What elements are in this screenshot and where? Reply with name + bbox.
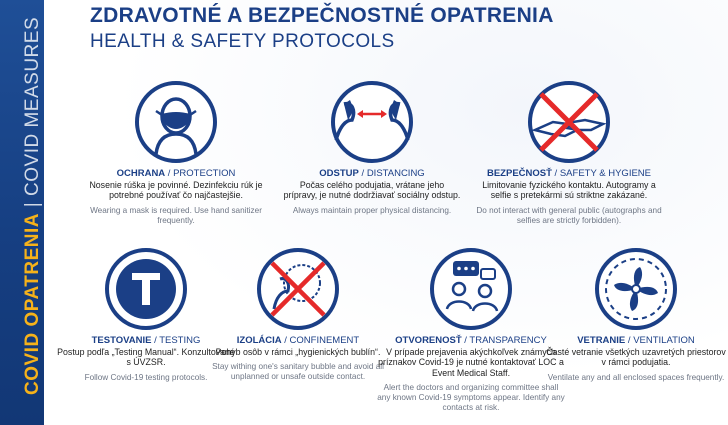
transparency-heading: OTVORENOSŤ / TRANSPARENCY (395, 335, 547, 346)
testing-icon (104, 247, 188, 331)
safety-heading: BEZPEČNOSŤ / SAFETY & HYGIENE (486, 168, 651, 179)
sidebar-text-en: COVID MEASURES (22, 16, 43, 196)
protocol-safety (474, 80, 664, 226)
sidebar-separator: | (22, 195, 43, 213)
transparency-text-en: Alert the doctors and organizing committee shall any known Covid-19 symptoms appear. Identify any contacts at risk. (377, 383, 565, 413)
confinement-text-sk: Pohyb osôb v rámci „hygienických bublín“. (215, 347, 381, 357)
distancing-text-en: Always maintain proper physical distancing. (292, 205, 452, 215)
ventilation-heading: VETRANIE / VENTILATION (577, 335, 695, 346)
protection-text-en: Wearing a mask is required. Use hand sanitizer frequently. (90, 205, 262, 225)
ventilation-icon (594, 247, 678, 331)
page-subtitle: HEALTH & SAFETY PROTOCOLS (90, 31, 395, 52)
ventilation-text-sk: Časté vetranie všetkých uzavretých priestorov v rámci podujatia. (546, 347, 726, 368)
protection-text-sk: Nosenie rúška je povinné. Dezinfekciu rúk je potrebné používať čo najčastejšie. (89, 180, 263, 201)
distancing-icon (330, 80, 414, 164)
transparency-text-sk: V prípade prejavenia akýchkoľvek známych príznakov Covid-19 je nutné kontaktovať LOC a Event Medical Staff. (378, 347, 564, 378)
distancing-text-sk: Počas celého podujatia, vrátane jeho prípravy, je nutné dodržiavať sociálny odstup. (283, 180, 461, 201)
safety-text-sk: Limitovanie fyzického kontaktu. Autogramy a selfie s pretekármi sú striktne zakázané. (482, 180, 656, 201)
confinement-text-en: Stay withing one's sanitary bubble and avoid all unplanned or unsafe outside contact. (212, 362, 384, 382)
confinement-heading: IZOLÁCIA / CONFINEMENT (236, 335, 360, 346)
transparency-icon (429, 247, 513, 331)
sidebar-text-sk: COVID OPATRENIA (22, 212, 43, 395)
protocol-transparency (376, 247, 566, 413)
page-title: ZDRAVOTNÉ A BEZPEČNOSTNÉ OPATRENIA (90, 4, 554, 27)
face-mask-icon (134, 80, 218, 164)
sidebar-banner (0, 0, 44, 425)
no-bubble-icon (256, 247, 340, 331)
protocol-protection (86, 80, 266, 226)
no-handshake-icon (527, 80, 611, 164)
sidebar-label (22, 17, 44, 395)
testing-text-sk: Postup podľa „Testing Manual“. Konzultované s ÚVZSR. (57, 347, 235, 368)
distancing-heading: ODSTUP / DISTANCING (319, 168, 425, 179)
safety-text-en: Do not interact with general public (autographs and selfies are strictly forbidden). (476, 205, 662, 225)
protection-heading: OCHRANA / PROTECTION (116, 168, 236, 179)
protocol-ventilation (546, 247, 726, 383)
testing-heading: TESTOVANIE / TESTING (91, 335, 201, 346)
testing-text-en: Follow Covid-19 testing protocols. (84, 372, 208, 382)
protocol-distancing (282, 80, 462, 216)
ventilation-text-en: Ventilate any and all enclosed spaces frequently. (547, 372, 725, 382)
protocol-confinement (208, 247, 388, 382)
